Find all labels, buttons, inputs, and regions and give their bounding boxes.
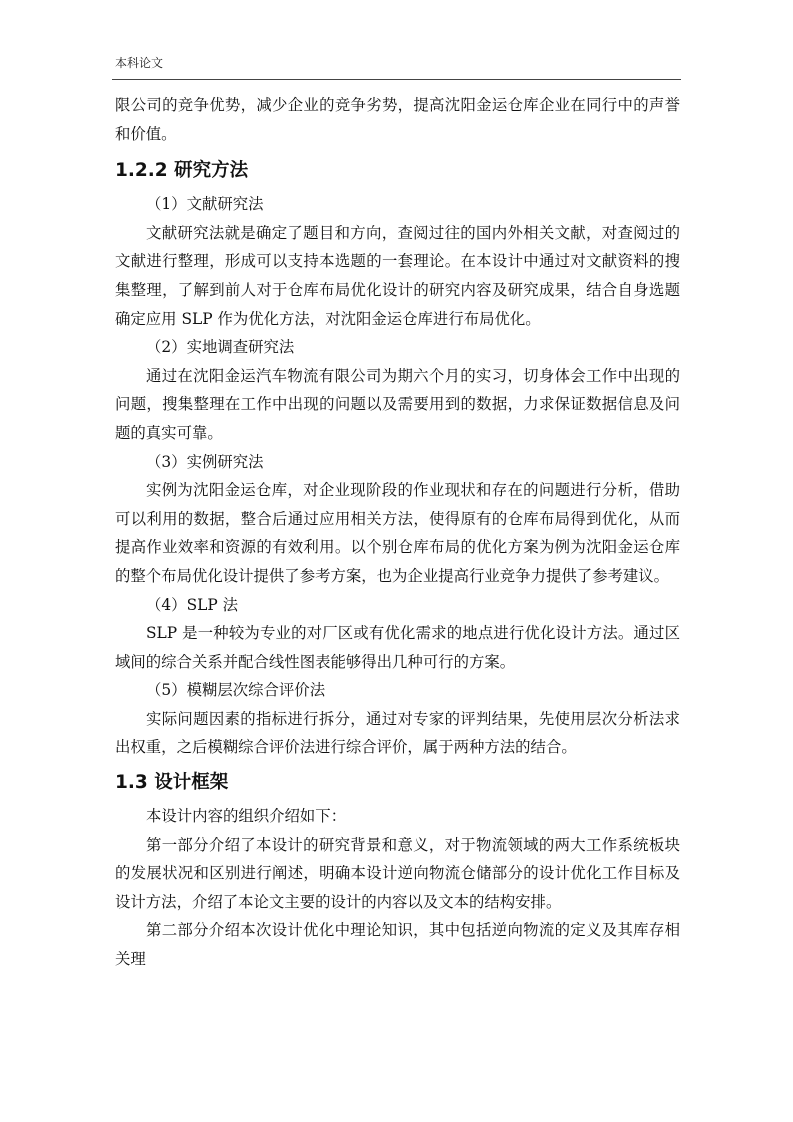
main-text [115, 91, 680, 974]
header-divider [112, 79, 681, 80]
paragraph-literature-method: 文献研究法就是确定了题目和方向，查阅过往的国内外相关文献，对查阅过的文献进行整理，形成可以支持本选题的一套理论。在本设计中通过对文献资料的搜集整理，了解到前人对于仓库布局优化设计的研究内容及研究成果，结合自身选题确定应用 SLP 作为优化方法，对沈阳金运仓库进行布局优化。 [115, 223, 680, 328]
paragraph-fuzzy-ahp-method: 实际问题因素的指标进行拆分，通过对专家的评判结果，先使用层次分析法求出权重，之后模糊综合评价法进行综合评价，属于两种方法的结合。 [115, 709, 680, 757]
subheading-case-study-method: （3）实例研究法 [146, 452, 264, 471]
paragraph-part-one: 第一部分介绍了本设计的研究背景和意义，对于物流领域的两大工作系统板块的发展状况和区别进行阐述，明确本设计逆向物流仓储部分的设计优化工作目标及设计方法，介绍了本论文主要的设计的内容以及文本的结构安排。 [115, 835, 680, 911]
paragraph-part-two: 第二部分介绍本次设计优化中理论知识，其中包括逆向物流的定义及其库存相关理 [115, 921, 680, 969]
section-heading-1-3: 1.3 设计框架 [115, 772, 229, 794]
subheading-field-survey-method: （2）实地调查研究法 [146, 338, 295, 357]
running-header: 本科论文 [115, 56, 164, 70]
subheading-fuzzy-ahp-method: （5）模糊层次综合评价法 [146, 681, 326, 700]
subheading-literature-method: （1）文献研究法 [146, 195, 264, 214]
paragraph-case-study-method: 实例为沈阳金运仓库，对企业现阶段的作业现状和存在的问题进行分析，借助可以利用的数据，整合后通过应用相关方法，使得原有的仓库布局得到优化，从而提高作业效率和资源的有效利用。以个别仓库布局的优化方案为例为沈阳金运仓库的整个布局优化设计提供了参考方案，也为企业提高行业竞争力提供了参考建议。 [115, 481, 680, 585]
paragraph-slp-method: SLP 是一种较为专业的对厂区或有优化需求的地点进行优化设计方法。通过区域间的综合关系并配合线性图表能够得出几种可行的方案。 [115, 624, 680, 671]
paragraph-continued: 限公司的竞争优势，减少企业的竞争劣势，提高沈阳金运仓库企业在同行中的声誉和价值。 [115, 96, 680, 143]
subheading-slp-method: （4）SLP 法 [146, 595, 238, 614]
paragraph-framework-intro: 本设计内容的组织介绍如下： [146, 807, 347, 826]
paragraph-field-survey-method: 通过在沈阳金运汽车物流有限公司为期六个月的实习，切身体会工作中出现的问题，搜集整理在工作中出现的问题以及需要用到的数据，力求保证数据信息及问题的真实可靠。 [115, 366, 680, 442]
section-heading-1-2-2: 1.2.2 研究方法 [115, 160, 249, 182]
